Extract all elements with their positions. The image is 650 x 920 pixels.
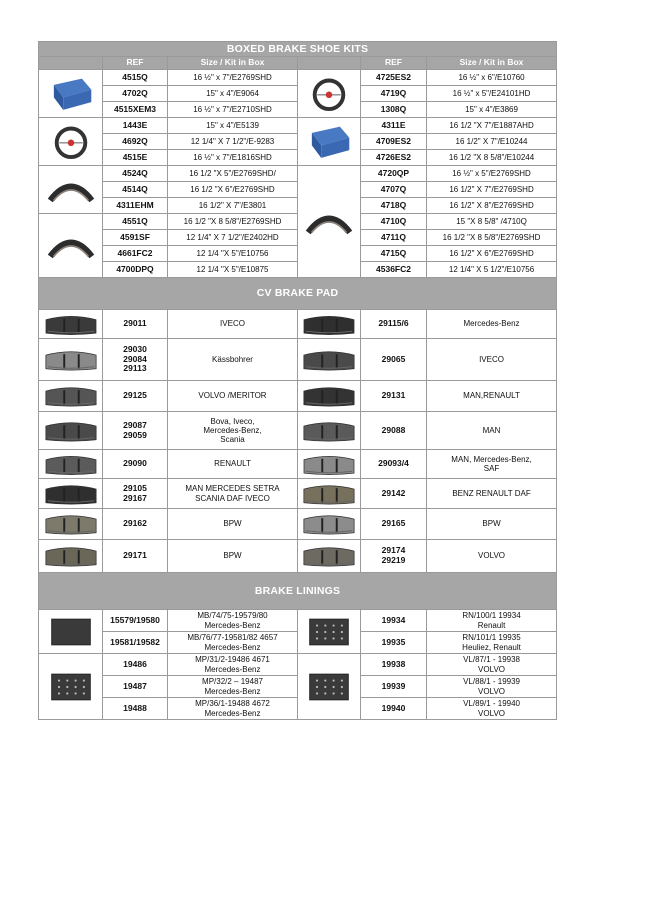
kit-size: 16 ½" x 6"/E10760: [427, 70, 557, 86]
pad-ref: 29087 29059: [103, 412, 168, 450]
kit-size: 16 1/2" X 6"/E2769SHD: [427, 246, 557, 262]
kit-ref: 4515XEM3: [103, 102, 168, 118]
pad-photo-left: [39, 412, 103, 450]
kit-size: 12 1/4" X 7 1/2"/E2402HD: [168, 230, 298, 246]
pad-photo-right: [298, 450, 361, 479]
kit-ref: 4709ES2: [361, 134, 427, 150]
pad-row: [39, 450, 557, 479]
lining-photo-right: [298, 654, 361, 720]
kit-ref: 4311E: [361, 118, 427, 134]
pad-brand: IVECO: [427, 339, 557, 381]
kit-ref: 4515Q: [103, 70, 168, 86]
kit-size: 15" x 4"/E5139: [168, 118, 298, 134]
kit-size: 16 ½" x 7"/E1816SHD: [168, 150, 298, 166]
lining-ref: 19581/19582: [103, 632, 168, 654]
lining-desc: RN/100/1 19934 Renault: [427, 610, 557, 632]
kit-size: 16 ½" x 7"/E2710SHD: [168, 102, 298, 118]
pad-ref: 29142: [361, 479, 427, 509]
kit-size: 16 1/2" X 7"/E3801: [168, 198, 298, 214]
pad-photo-left: [39, 450, 103, 479]
kit-size: 16 1/2 "X 8 5/8"/E2769SHD: [427, 230, 557, 246]
pad-brand: BENZ RENAULT DAF: [427, 479, 557, 509]
lining-ref: 19939: [361, 676, 427, 698]
kit-ref: 4718Q: [361, 198, 427, 214]
pad-ref: 29165: [361, 509, 427, 540]
lining-desc: MP/31/2-19486 4671 Mercedes-Benz: [168, 654, 298, 676]
kit-ref: 4692Q: [103, 134, 168, 150]
lining-ref: 19935: [361, 632, 427, 654]
lining-ref: 19487: [103, 676, 168, 698]
kit-ref: 4514Q: [103, 182, 168, 198]
kit-size: 16 1/2 "X 8 5/8"/E2769SHD: [168, 214, 298, 230]
pad-ref: 29090: [103, 450, 168, 479]
lining-ref: 19940: [361, 698, 427, 720]
pad-ref: 29093/4: [361, 450, 427, 479]
pad-photo-right: [298, 479, 361, 509]
kit-ref: 4536FC2: [361, 262, 427, 278]
linings-section-title: BRAKE LININGS: [39, 573, 557, 610]
kit-size: 16 1/2" X 8"/E2769SHD: [427, 198, 557, 214]
lining-photo-left: [39, 654, 103, 720]
kit-photo-left: [39, 214, 103, 278]
kit-size: 16 1/2 "X 6"/E2769SHD: [168, 182, 298, 198]
kit-ref: 4591SF: [103, 230, 168, 246]
pad-photo-right: [298, 540, 361, 573]
lining-ref: 19486: [103, 654, 168, 676]
kit-ref: 4715Q: [361, 246, 427, 262]
kit-size: 15" x 4"/E9064: [168, 86, 298, 102]
pad-row: [39, 540, 557, 573]
pad-ref: 29030 29084 29113: [103, 339, 168, 381]
pad-brand: MAN MERCEDES SETRA SCANIA DAF IVECO: [168, 479, 298, 509]
kit-photo-left: [39, 118, 103, 166]
lining-desc: VL/87/1 - 19938 VOLVO: [427, 654, 557, 676]
kits-header-ref-right: REF: [361, 57, 427, 70]
catalog-page: [38, 41, 556, 720]
pad-photo-left: [39, 381, 103, 412]
kits-section-title: BOXED BRAKE SHOE KITS: [39, 42, 557, 57]
kit-photo-left: [39, 70, 103, 118]
kit-size: 16 1/2" X 7"/E2769SHD: [427, 182, 557, 198]
pad-row: [39, 479, 557, 509]
kit-size: 16 1/2 "X 7"/E1887AHD: [427, 118, 557, 134]
pad-photo-right: [298, 339, 361, 381]
pad-brand: VOLVO /MERITOR: [168, 381, 298, 412]
kit-size: 16 1/2" X 7"/E10244: [427, 134, 557, 150]
pad-brand: RENAULT: [168, 450, 298, 479]
kit-ref: 4726ES2: [361, 150, 427, 166]
pad-brand: Mercedes-Benz: [427, 310, 557, 339]
lining-desc: MP/32/2 – 19487 Mercedes-Benz: [168, 676, 298, 698]
pad-photo-right: [298, 509, 361, 540]
pad-ref: 29088: [361, 412, 427, 450]
lining-ref: 19934: [361, 610, 427, 632]
lining-desc: RN/101/1 19935 Heuliez, Renault: [427, 632, 557, 654]
pad-photo-right: [298, 412, 361, 450]
pad-ref: 29125: [103, 381, 168, 412]
pads-section-title: CV BRAKE PAD: [39, 278, 557, 310]
kits-header-size-right: Size / Kit in Box: [427, 57, 557, 70]
kit-ref: 4515E: [103, 150, 168, 166]
catalog-table: [38, 41, 557, 720]
kit-row: [39, 70, 557, 86]
pad-row: [39, 381, 557, 412]
lining-row: [39, 654, 557, 676]
kit-ref: 4719Q: [361, 86, 427, 102]
kit-ref: 1308Q: [361, 102, 427, 118]
kit-ref: 4661FC2: [103, 246, 168, 262]
kit-ref: 4551Q: [103, 214, 168, 230]
pad-row: [39, 310, 557, 339]
kit-ref: 4700DPQ: [103, 262, 168, 278]
pad-photo-left: [39, 310, 103, 339]
pad-brand: MAN: [427, 412, 557, 450]
pad-photo-left: [39, 479, 103, 509]
kit-ref: 4524Q: [103, 166, 168, 182]
kits-header-blank-left: [39, 57, 103, 70]
lining-row: [39, 610, 557, 632]
kits-header-ref-left: REF: [103, 57, 168, 70]
pad-brand: MAN,RENAULT: [427, 381, 557, 412]
kit-ref: 4702Q: [103, 86, 168, 102]
pad-ref: 29115/6: [361, 310, 427, 339]
pad-brand: VOLVO: [427, 540, 557, 573]
pad-photo-left: [39, 339, 103, 381]
lining-desc: MB/74/75-19579/80 Mercedes-Benz: [168, 610, 298, 632]
kit-row: [39, 166, 557, 182]
kit-size: 16 1/2 "X 5"/E2769SHD/: [168, 166, 298, 182]
kit-size: 12 1/4" X 5 1/2"/E10756: [427, 262, 557, 278]
pad-row: [39, 339, 557, 381]
lining-desc: MP/36/1-19488 4672 Mercedes-Benz: [168, 698, 298, 720]
pad-ref: 29174 29219: [361, 540, 427, 573]
pad-ref: 29171: [103, 540, 168, 573]
lining-ref: 15579/19580: [103, 610, 168, 632]
pad-brand: BPW: [168, 509, 298, 540]
pad-brand: IVECO: [168, 310, 298, 339]
kits-header-blank-right: [298, 57, 361, 70]
pad-row: [39, 412, 557, 450]
pad-ref: 29131: [361, 381, 427, 412]
kit-photo-left: [39, 166, 103, 214]
pad-photo-left: [39, 509, 103, 540]
kit-ref: 4311EHM: [103, 198, 168, 214]
lining-ref: 19938: [361, 654, 427, 676]
kit-ref: 4707Q: [361, 182, 427, 198]
lining-photo-right: [298, 610, 361, 654]
kits-header-size-left: Size / Kit in Box: [168, 57, 298, 70]
kit-size: 16 ½" x 5"/E2769SHD: [427, 166, 557, 182]
kit-size: 12 1/4 "X 5"/E10756: [168, 246, 298, 262]
kit-size: 12 1/4" X 7 1/2"/E-9283: [168, 134, 298, 150]
kit-size: 15" x 4"/E3869: [427, 102, 557, 118]
pad-photo-right: [298, 381, 361, 412]
pad-brand: BPW: [427, 509, 557, 540]
pad-brand: Kässbohrer: [168, 339, 298, 381]
kit-photo-right: [298, 70, 361, 118]
pad-row: [39, 509, 557, 540]
kit-photo-right: [298, 118, 361, 166]
pad-ref: 29162: [103, 509, 168, 540]
lining-photo-left: [39, 610, 103, 654]
kit-ref: 4711Q: [361, 230, 427, 246]
kit-size: 16 ½" x 5"/E24101HD: [427, 86, 557, 102]
lining-desc: VL/89/1 - 19940 VOLVO: [427, 698, 557, 720]
pad-photo-right: [298, 310, 361, 339]
kit-ref: 4720QP: [361, 166, 427, 182]
pad-ref: 29105 29167: [103, 479, 168, 509]
kit-ref: 4710Q: [361, 214, 427, 230]
kit-size: 15 "X 8 5/8" /4710Q: [427, 214, 557, 230]
kit-ref: 4725ES2: [361, 70, 427, 86]
kit-size: 16 ½" x 7"/E2769SHD: [168, 70, 298, 86]
lining-desc: MB/76/77-19581/82 4657 Mercedes-Benz: [168, 632, 298, 654]
kit-row: [39, 118, 557, 134]
kit-photo-right: [298, 166, 361, 278]
pad-photo-left: [39, 540, 103, 573]
lining-desc: VL/88/1 - 19939 VOLVO: [427, 676, 557, 698]
pad-ref: 29011: [103, 310, 168, 339]
pad-brand: BPW: [168, 540, 298, 573]
kit-size: 16 1/2 "X 8 5/8"/E10244: [427, 150, 557, 166]
pad-ref: 29065: [361, 339, 427, 381]
pad-brand: MAN, Mercedes-Benz, SAF: [427, 450, 557, 479]
kit-ref: 1443E: [103, 118, 168, 134]
pad-brand: Bova, Iveco, Mercedes-Benz, Scania: [168, 412, 298, 450]
kit-size: 12 1/4 "X 5"/E10875: [168, 262, 298, 278]
lining-ref: 19488: [103, 698, 168, 720]
